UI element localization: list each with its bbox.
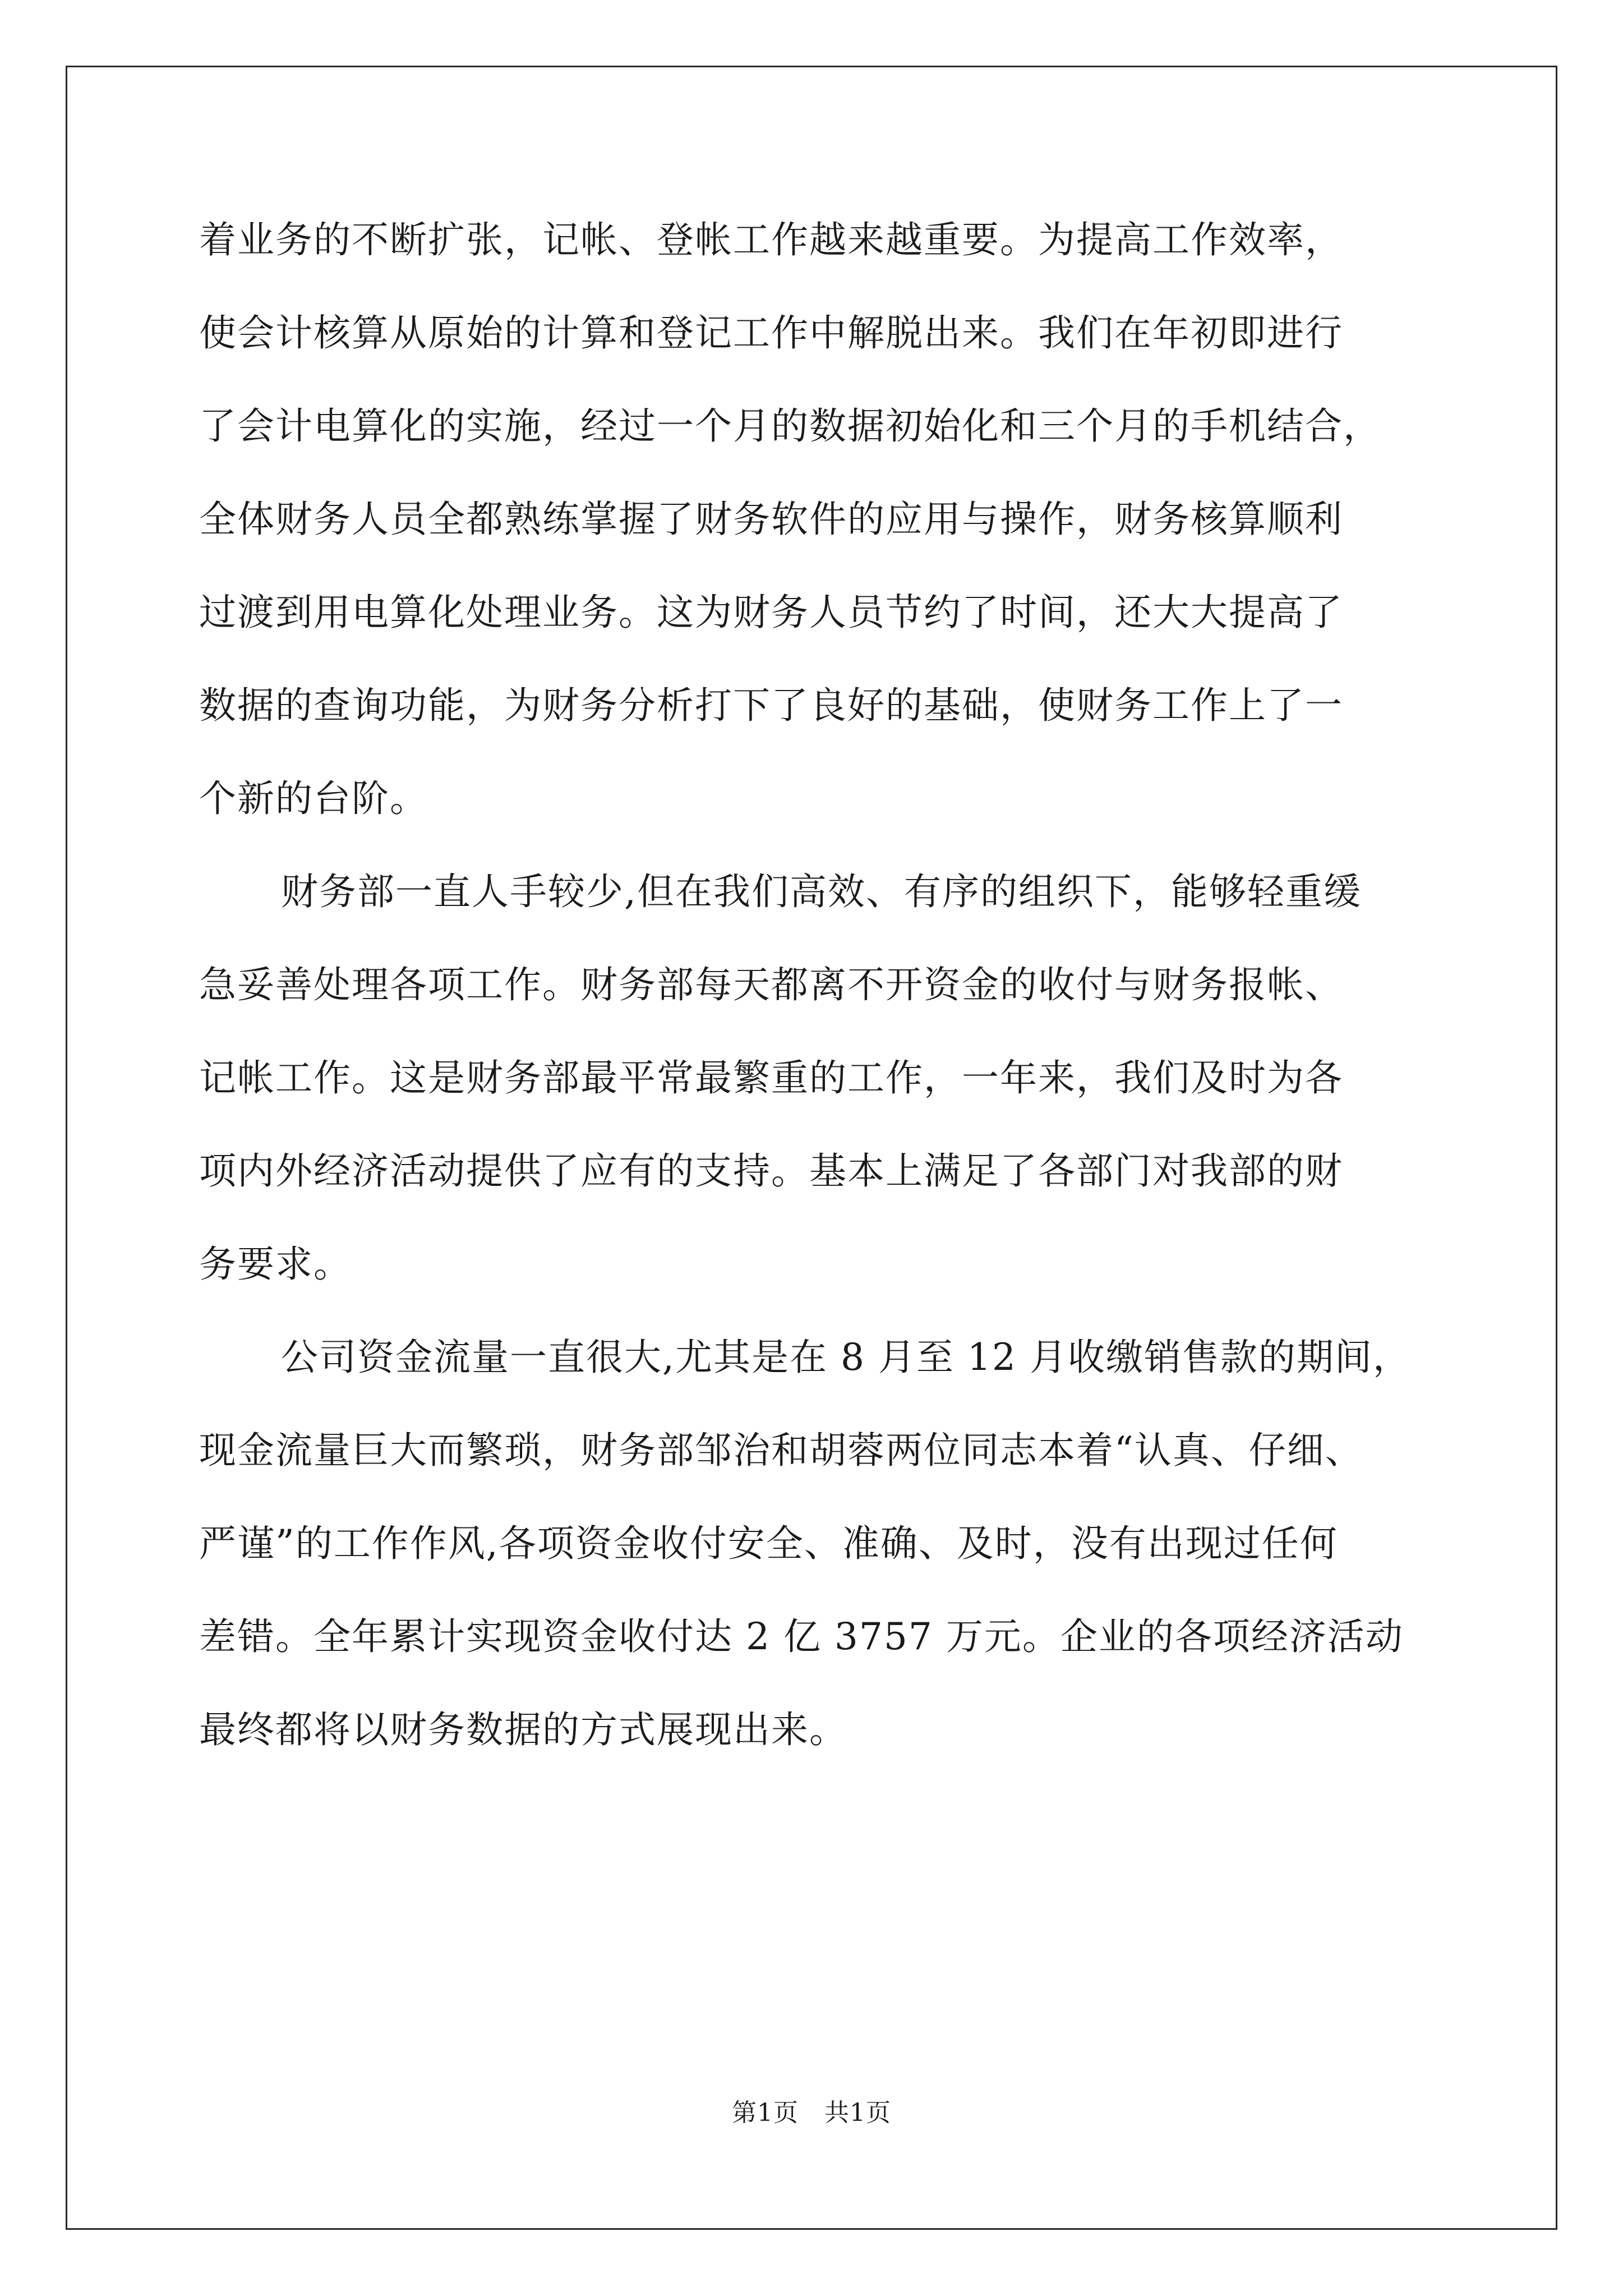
paragraph-1 [199,194,1444,845]
text-line: 使会计核算从原始的计算和登记工作中解脱出来。我们在年初即进行 [199,311,1343,355]
text-line: 公司资金流量一直很大,尤其是在 8 月至 12 月收缴销售款的期间， [281,1336,1411,1379]
text-line: 严谨”的工作作风,各项资金收付安全、准确、及时，没有出现过任何 [199,1522,1338,1565]
text-line: 务要求。 [199,1243,352,1286]
paragraph-3 [199,1311,1444,1777]
text-line: 了会计电算化的实施，经过一个月的数据初始化和三个月的手机结合， [199,404,1381,448]
page-number-current: 第1页 [732,2099,799,2127]
text-line: 差错。全年累计实现资金收付达 2 亿 3757 万元。企业的各项经济活动 [199,1615,1404,1658]
document-body [199,194,1444,1777]
page-footer [0,2092,1623,2128]
text-line: 财务部一直人手较少,但在我们高效、有序的组织下，能够轻重缓 [281,870,1362,913]
text-line: 现金流量巨大而繁琐，财务部邹治和胡蓉两位同志本着“认真、仔细、 [199,1429,1363,1472]
text-line: 全体财务人员全都熟练掌握了财务软件的应用与操作，财务核算顺利 [199,498,1343,541]
text-line: 记帐工作。这是财务部最平常最繁重的工作，一年来，我们及时为各 [199,1056,1343,1099]
text-line: 项内外经济活动提供了应有的支持。基本上满足了各部门对我部的财 [199,1149,1343,1193]
page-number-total: 共1页 [824,2099,891,2127]
text-line: 过渡到用电算化处理业务。这为财务人员节约了时间，还大大提高了 [199,591,1343,634]
text-line: 着业务的不断扩张，记帐、登帐工作越来越重要。为提高工作效率， [199,218,1343,261]
text-line: 个新的台阶。 [199,777,428,820]
text-line: 数据的查询功能，为财务分析打下了良好的基础，使财务工作上了一 [199,684,1343,727]
text-line: 急妥善处理各项工作。财务部每天都离不开资金的收付与财务报帐、 [199,963,1343,1006]
text-line: 最终都将以财务数据的方式展现出来。 [199,1708,847,1751]
paragraph-2 [199,845,1444,1311]
